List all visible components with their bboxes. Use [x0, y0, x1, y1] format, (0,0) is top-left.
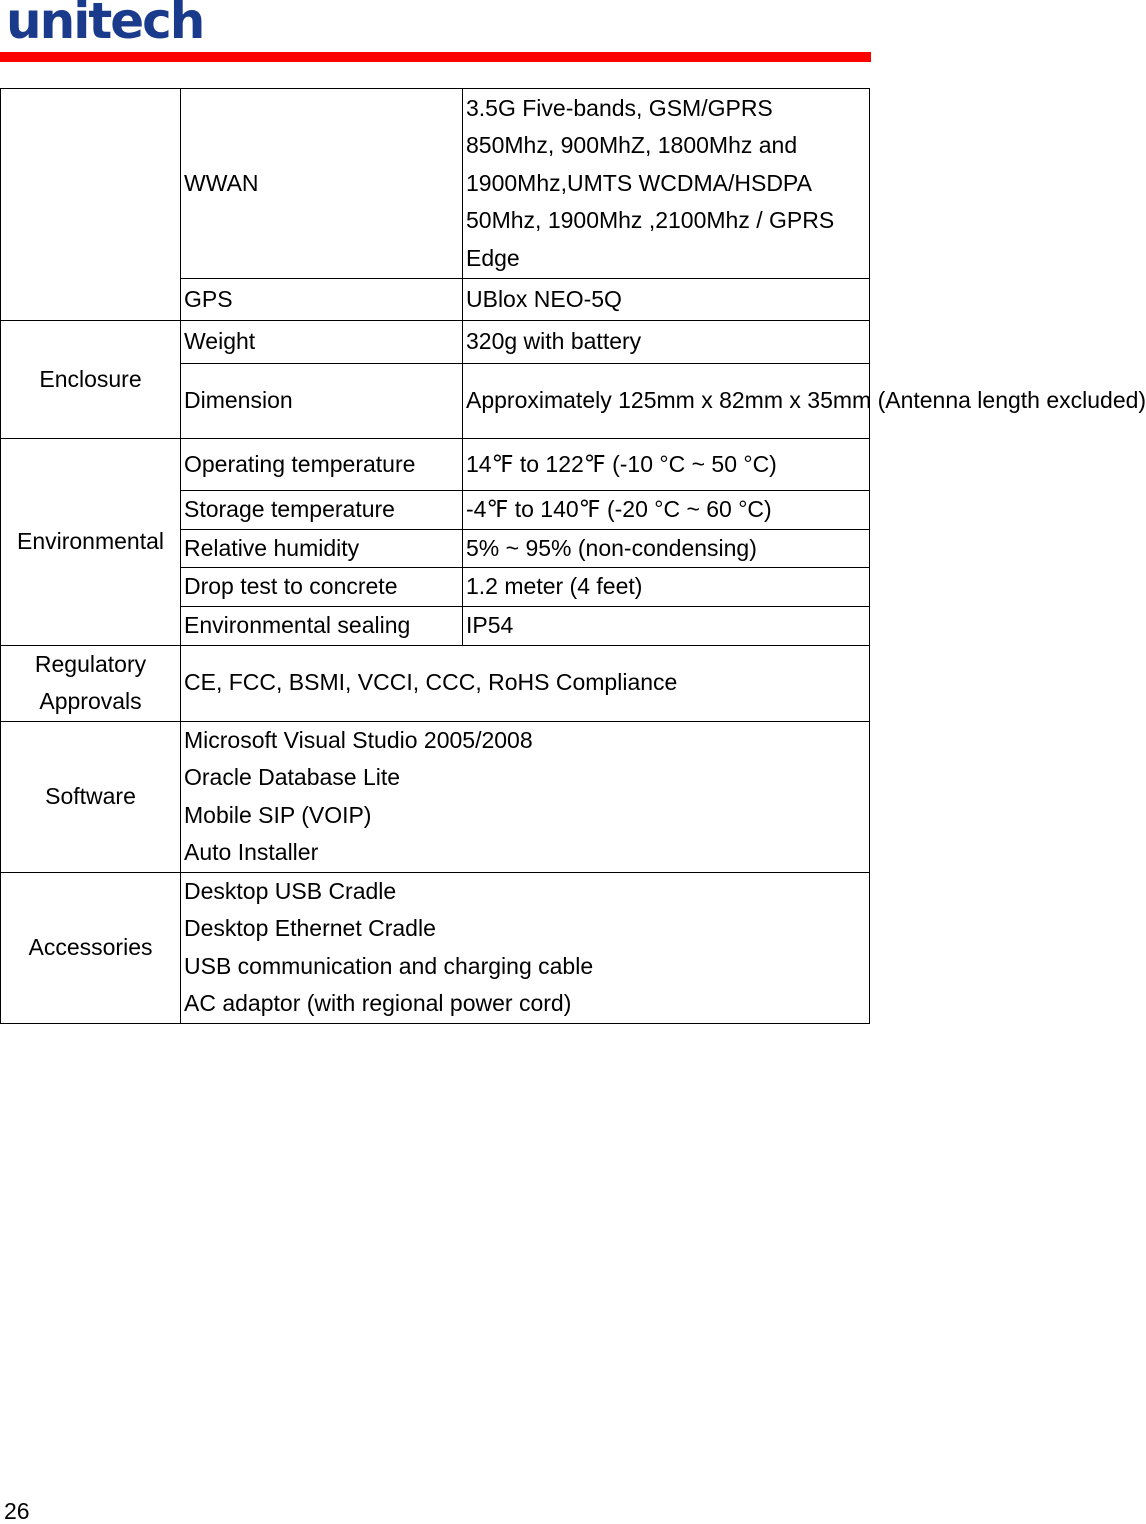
- accessory-item: AC adaptor (with regional power cord): [184, 990, 572, 1016]
- table-row: [1, 872, 870, 1023]
- spec-table: [0, 88, 1146, 1024]
- row-label-sealing: Environmental sealing: [181, 606, 463, 645]
- row-label-drop-test: Drop test to concrete: [181, 568, 463, 607]
- software-item: Oracle Database Lite: [184, 764, 401, 790]
- unitech-logo: unitech: [6, 0, 204, 50]
- wwan-line: 3.5G Five-bands, GSM/GPRS: [466, 94, 773, 121]
- category-accessories: Accessories: [1, 872, 181, 1023]
- accessory-item: USB communication and charging cable: [184, 952, 594, 979]
- row-value-storage-temp: -4℉ to 140℉ (-20 °C ~ 60 °C): [463, 491, 870, 530]
- row-value-wwan: [463, 89, 870, 279]
- wwan-line: 1900Mhz,UMTS WCDMA/HSDPA: [466, 169, 812, 196]
- row-value-weight: 320g with battery: [463, 321, 870, 364]
- header-red-bar: [0, 52, 871, 62]
- row-value-software: [181, 721, 870, 872]
- wwan-line: Edge: [466, 244, 520, 271]
- row-value-accessories: [181, 872, 870, 1023]
- category-software: Software: [1, 721, 181, 872]
- wwan-line: 50Mhz, 1900Mhz ,2100Mhz / GPRS: [466, 207, 835, 234]
- table-row: [1, 321, 870, 364]
- row-label-dimension: Dimension: [181, 364, 463, 439]
- row-label-operating-temp: Operating temperature: [181, 439, 463, 491]
- category-cell-empty: [1, 89, 181, 321]
- row-value-operating-temp: 14℉ to 122℉ (-10 °C ~ 50 °C): [463, 439, 870, 491]
- row-value-humidity: 5% ~ 95% (non-condensing): [463, 529, 870, 568]
- row-value-sealing: IP54: [463, 606, 870, 645]
- regulatory-line: Approvals: [39, 688, 142, 714]
- row-value-regulatory: CE, FCC, BSMI, VCCI, CCC, RoHS Compliance: [181, 645, 870, 721]
- row-value-gps: UBlox NEO-5Q: [463, 279, 870, 321]
- category-regulatory: [1, 645, 181, 721]
- row-label-humidity: Relative humidity: [181, 529, 463, 568]
- wwan-line: 850Mhz, 900MhZ, 1800Mhz and: [466, 132, 798, 159]
- accessory-item: Desktop USB Cradle: [184, 877, 397, 904]
- category-enclosure: Enclosure: [1, 321, 181, 439]
- software-item: Microsoft Visual Studio 2005/2008: [184, 726, 533, 753]
- category-environmental: Environmental: [1, 439, 181, 646]
- software-item: Auto Installer: [184, 839, 319, 865]
- row-label-storage-temp: Storage temperature: [181, 491, 463, 530]
- table-row: [1, 645, 870, 721]
- table-row: [1, 439, 870, 491]
- row-label-weight: Weight: [181, 321, 463, 364]
- software-item: Mobile SIP (VOIP): [184, 801, 372, 828]
- row-label-gps: GPS: [181, 279, 463, 321]
- regulatory-line: Regulatory: [34, 650, 147, 677]
- table-row: [1, 89, 870, 279]
- row-value-drop-test: 1.2 meter (4 feet): [463, 568, 870, 607]
- row-label-wwan: WWAN: [181, 89, 463, 279]
- table-row: [1, 721, 870, 872]
- accessory-item: Desktop Ethernet Cradle: [184, 915, 436, 941]
- page-number: 26: [4, 1498, 30, 1524]
- row-value-dimension: Approximately 125mm x 82mm x 35mm (Antenna length excluded): [463, 364, 870, 439]
